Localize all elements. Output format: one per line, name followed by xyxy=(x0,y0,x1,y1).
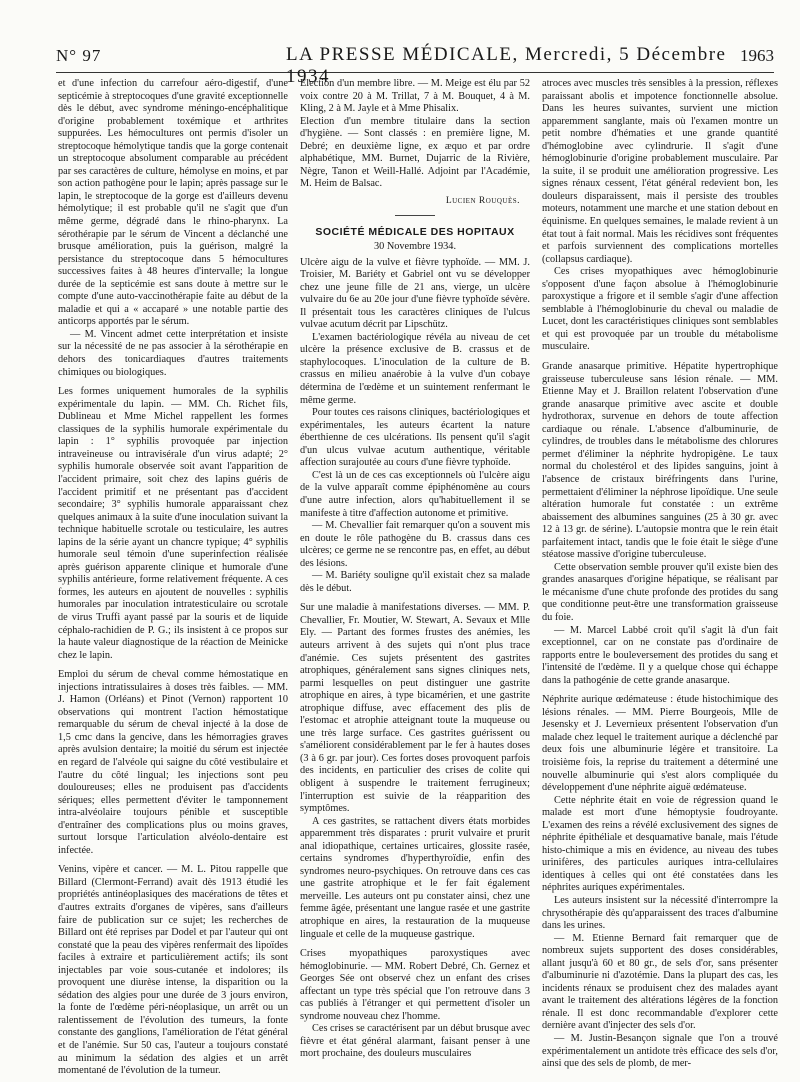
issue-number: N° 97 xyxy=(56,46,102,65)
section-divider xyxy=(395,215,435,216)
paragraph: A ces gastrites, se rattachent divers états morbides apparemment très disparates : prurit vulvaire et prurit anal idiopathique, certaines urticaires, glossite rasée, certains syndromes d'hyperthyroïdie, enfin des syndromes neuro-psychiques. On retrouve dans ces cas une gastrite atrophique et le fer fait également merveille. Les auteurs ont pu constater ainsi, chez une femme âgée, présentant une langue rasée et une gastrite atrophique en aires, la restauration de la muqueuse linguale et celle de la muqueuse gastrique. xyxy=(300,815,530,940)
paragraph: Crises myopathiques paroxystiques avec hémoglobinurie. — MM. Robert Debré, Ch. Gernez et Georges Sée ont observé chez un enfant des crises affectant un type très spécial que l'on retrouve dans 3 cas publiés à l'étranger et qui permettent d'isoler un syndrome nouveau chez l'homme. xyxy=(300,948,530,1022)
column-2 xyxy=(300,78,530,1082)
paragraph: Election d'un membre libre. — M. Meige est élu par 52 voix contre 20 à M. Trillat, 7 à M. Bouquet, 4 à M. Kling, 2 à M. Jayle et à Mme Phisalix. xyxy=(300,78,530,115)
paragraph: Les formes uniquement humorales de la syphilis expérimentale du lapin. — MM. Ch. Richet fils, Dublineau et Mme Michel rappellent les formes classiques de la syphilis humorale expérimentale du lapin : 1° syphilis provoquée par injection intraveineuse ou intravisérale d'un virus adapté; 2° syphilis humorale observée soit avant l'apparition de l'accident primaire, soit chez des lapins guéris de l'accident primitif et ne présentant pas d'accident secondaire; 3° syphilis humorale apparaissant chez quelques animaux à la suite d'une inoculation suivant la technique habituelle scrotale ou testiculaire, les autres lapins de la série ayant un chancre typique; 4° syphilis humorale seul témoin d'une superinfection réalisée après guérison apparente clinique et humorale d'une syphilis antérieure, forme relativement fréquente. A ces formes, les auteurs en ajoutent de nouvelles : syphilis humorales par inoculation intratesticulaire ou scrotale de virus Truffi ayant passé par la souris et de liquide céphalo-rachidien de P. G.; ils insistent à ce propos sur la haute valeur diagnostique de la réaction de Meinicke chez le lapin. xyxy=(58,386,288,661)
paragraph: C'est là un de ces cas exceptionnels où l'ulcère aigu de la vulve apparaît comme épiphénomène au cours d'une autre infection, alors qu'habituellement il se manifeste à titre d'affection autonome et primitive. xyxy=(300,469,530,519)
paragraph: Ces crises myopathiques avec hémoglobinurie s'opposent d'une façon absolue à l'hémoglobinurie paroxystique a frigore et il semble s'agir d'une affection semblable à l'hémoglobinurie du cheval ou maladie de Lucet, dont les caractéristiques cliniques sont semblables et qui est provoquée par un trouble du métabolisme musculaire. xyxy=(542,266,778,353)
paragraph: Cette observation semble prouver qu'il existe bien des grandes anasarques d'origine hépatique, se réalisant par le mécanisme d'une chute profonde des protides du sang que conditionne peut-être une transformation graisseuse du foie. xyxy=(542,561,778,623)
column-1-body xyxy=(58,78,288,1078)
paragraph: — M. Marcel Labbé croit qu'il s'agit là d'un fait exceptionnel, car on ne constate pas d'ordinaire de rapports entre le bouleversement des protides du sang et l'intensité de l'œdème. Il y a quelque chose qui échappe dans la pathogénie de cette grande anasarque. xyxy=(542,624,778,686)
paragraph: — M. Justin-Besançon signale que l'on a trouvé expérimentalement un antidote très efficace des sels d'or, ainsi que des sels de plomb, de mer- xyxy=(542,1033,778,1070)
paragraph: et d'une infection du carrefour aéro-digestif, d'une septicémie à streptocoques d'une gravité exceptionnelle dès le début, avec syndrome méningo-encéphalitique d'origine probablement toxémique et arthrites suppurées. Les hémocultures ont permis d'isoler un streptocoque hémolytique tandis que la gorge contenait un streptocoque absolument comparable au précédent par ses caractères de culture, hémolyse en moins, et par son action pathogène pour le lapin; après passage sur le lapin, le streptocoque de la gorge est d'ailleurs devenu hémolytique; il est probable qu'il ne s'agit que d'un même germe, dégradé dans le rhino-pharynx. La sérothérapie par le sérum de Vincent a déclanché une brusque amélioration, puis la guérison, malgré la persistance du streptocoque dans 5 hémocultures successives faites à 48 heures d'intervalle; la longue durée de la septicémie est sans doute à mettre sur le compte d'une auto-vaccinothérapie faite au début de la maladie et qui a « accaparé » une notable partie des anticorps apportés par le sérum. xyxy=(58,78,288,328)
paragraph: Ces crises se caractérisent par un début brusque avec fièvre et état général alarmant, faisant penser à une mort prochaine, des douleurs musculaires xyxy=(300,1023,530,1060)
paragraph: — M. Vincent admet cette interprétation et insiste sur la nécessité de ne pas associer à la sérothérapie en dehors des tonicardiaques d'autres traitements chimiques ou biologiques. xyxy=(58,328,288,378)
paragraph: Pour toutes ces raisons cliniques, bactériologiques et expérimentales, les auteurs écartent la nature éberthienne de ces ulcérations. Ils pensent qu'il s'agit d'un ulcus vulvae acutum authentique, véritable affection surajoutée au cours d'une fièvre typhoïde. xyxy=(300,407,530,469)
column-3 xyxy=(542,78,778,1082)
paragraph: Ulcère aigu de la vulve et fièvre typhoïde. — MM. J. Troisier, M. Bariéty et Gabriel ont vu se développer chez une jeune fille de 21 ans, vierge, un ulcère vulvaire du 6e au 20e jour d'une fièvre typhoïde sévère. Il présentait tous les caractères cliniques de l'ulcus vulvae acutum décrit par Lipschütz. xyxy=(300,256,530,331)
paragraph: Emploi du sérum de cheval comme hémostatique en injections intratissulaires à doses très faibles. — MM. J. Hamon (Orléans) et Pinot (Vernon) rapportent 10 observations qui montrent l'action hémostatique remarquable du sérum de cheval injecté à la dose de 1,5 cmc dans la gencive, dans les hémorragies graves après avulsion dentaire; la moitié du sérum est injectée en regard de l'alvéole qui saigne du côté vestibulaire et l'autre du côté lingual; les injections sont peu douloureuses; elles ne produisent pas d'accidents sériques; elles permettent d'éviter le tamponnement intra-alvéolaire toujours pénible et susceptible d'entraîner des complications plus ou moins graves, surtout lorsque l'articulation alvéolo-dentaire est infectée. xyxy=(58,669,288,856)
section-title: SOCIÉTÉ MÉDICALE DES HOPITAUX xyxy=(315,226,515,239)
paragraph: Venins, vipère et cancer. — M. L. Pitou rappelle que Billard (Clermont-Ferrand) avait dès 1913 étudié les propriétés antinéoplasiques des macérations de têtes et d'autres extraits d'organes de vipères, sans d'ailleurs faire de publication sur ce sujet; les recherches de Billard ont été reprises par Dodel et par l'auteur qui ont constaté que la peau des vipères renfermait des lipoïdes faciles à extraire et particulièrement actifs; ils sont injectables par voie sous-cutanée et indolores; ils provoquent une diurèse intense, la disparition ou la sédation des algies pour une durée de 3 jours environ, la fonte de l'œdème péri-néoplasique, un arrêt ou un ralentissement de l'évolution des tumeurs, la fonte constante des ganglions, l'amélioration de l'état général et de l'anémie. Sur 50 cas, l'auteur a toujours constaté au minimum la sédation des algies et un arrêt momentané de l'évolution de la tumeur. xyxy=(58,864,288,1077)
column-2-body-top xyxy=(300,78,530,191)
author-signature: Lucien Rouquès. xyxy=(445,195,520,206)
paragraph: Les auteurs insistent sur la nécessité d'interrompre la chrysothérapie dès qu'apparaissent des traces d'albumine dans les urines. xyxy=(542,895,778,932)
paragraph: L'examen bactériologique révéla au niveau de cet ulcère la présence exclusive de B. crassus et de staphylocoques. L'inoculation de la culture de B. crassus en milieu anaérobie à la vulve d'un cobaye détermina de l'œdème et un suintement renfermant le même germe. xyxy=(300,331,530,406)
paragraph: Néphrite aurique œdémateuse : étude histochimique des lésions rénales. — MM. Pierre Bourgeois, Mlle de Jesensky et J. Levernieux présentent l'observation d'un malade chez lequel le traitement aurique a déclenché par deux fois une albuminurie légère et transitoire. La troisième fois, la reprise du traitement a déterminé une nouvelle albuminurie qui s'est alors compliquée du développement d'une néphrite aiguë œdémateuse. xyxy=(542,694,778,794)
paragraph: Grande anasarque primitive. Hépatite hypertrophique graisseuse tuberculeuse sans lésion rénale. — MM. Etienne May et J. Braillon relatent l'observation d'une grande anasarque primitive avec ascite et double hydrothorax, survenue en dehors de toute affection cardiaque ou rénale. L'absence d'albuminurie, de cylindres, de troubles dans le métabolisme des chlorures permet d'éliminer la néphrite hydropigène. Le taux normal du cholestérol et des lipides sanguins, joint à l'absence de cristaux biréfringents dans l'urine, permettaient d'éliminer la néphrose lipoïdique. Une seule altération humorale fut constatée : un extrême abaissement des albumines sanguines (25 à 30 gr. avec 12 à 13 gr. de sérine). L'autopsie montra que le rein était parfaitement intact, tandis que le foie était le siège d'une stéatose massive d'origine tuberculeuse. xyxy=(542,361,778,561)
column-1 xyxy=(58,78,288,1082)
paragraph: Sur une maladie à manifestations diverses. — MM. P. Chevallier, Fr. Moutier, W. Stewart, A. Sevaux et Mlle Ely. — Partant des formes frustes des anémies, les auteurs arrivent à des sujets qui n'ont plus trace d'anémie. Ces sujets présentent des gastrites atrophiques, généralement sans signes cliniques nets, parmi lesquelles on peut distinguer une gastrite atrophique en aires, à type bicamérien, et une gastrite atrophique diffuse, avec effacement des plis de l'estomac et atrophie atteignant toute la muqueuse ou une très large surface. Ces gastrites guérissent ou s'améliorent considérablement par le fer à hautes doses (3 à 6 gr. par jour). Ces fortes doses provoquent parfois des incidents, en particulier des crises de colite qui obligent à suspendre le traitement ferrugineux; l'interruption est suivie de la réapparition des symptômes. xyxy=(300,602,530,815)
paragraph: Election d'un membre titulaire dans la section d'hygiène. — Sont classés : en première ligne, M. Debré; en deuxième ligne, ex æquo et par ordre alphabétique, MM. Burnet, Dujarric de la Rivière, Nègre, Tanon et Weill-Hallé. Adjoint par l'Académie, M. Heim de Balsac. xyxy=(300,115,530,190)
paragraph: — M. Etienne Bernard fait remarquer que de nombreux sujets supportent des doses considérables, allant jusqu'à 60 et 80 gr., de sels d'or, sans présenter d'albuminurie ni d'azotémie. Dans la plupart des cas, les incidents rénaux se produisent chez des malades ayant avant le traitement des altérations légères de la fonction rénale. Il est donc recommandable d'explorer cette dernière avant d'injecter des sels d'or. xyxy=(542,932,778,1032)
paragraph: atroces avec muscles très sensibles à la pression, réflexes paraissant abolis et impotence fonctionnelle absolue. Dans les heures suivantes, survient une miction apparemment sanglante, mais où l'examen montre un petit nombre d'hématies et une grande quantité d'hémoglobine avec cylindrurie. Il s'agit d'une hémoglobinurie d'origine probablement musculaire. Par la suite, il se produit une amélioration progressive. Les signes rénaux cessent, l'état général redevient bon, les douleurs disparaissent, mais il persiste des troubles moteurs, notamment une marche et une station debout en équinisme. En quelques semaines, le malade revient à un état tout à fait normal. Mais les récidives sont fréquentes et parfois surviennent des complications mortelles (collapsus cardiaque). xyxy=(542,78,778,265)
page-header xyxy=(56,42,774,87)
column-3-body xyxy=(542,78,778,1071)
journal-title: LA PRESSE MÉDICALE, Mercredi, 5 Décembre 1934 xyxy=(286,44,727,87)
paragraph: — M. Bariéty souligne qu'il existait chez sa malade dès le début. xyxy=(300,570,530,594)
paragraph: Cette néphrite était en voie de régression quand le malade est mort d'une hémoptysie foudroyante. L'examen des reins a révélé exclusivement des signes de néphrite épithéliale et desquamative banale, mais l'étude histo-chimique a mis en évidence, au niveau des tubes urinifères, des particules auriques intra-cellulaires identiques à celles qui ont été constatées dans les néphrites auriques expérimentales. xyxy=(542,794,778,894)
column-2-body-bottom xyxy=(300,257,530,1061)
section-date: 30 Novembre 1934. xyxy=(373,241,457,253)
page-number: 1963 xyxy=(740,46,774,65)
paragraph: — M. Chevallier fait remarquer qu'on a souvent mis en doute le rôle pathogène du B. crassus dans ces ulcères; ce germe ne se rencontre pas, en effet, au début des lésions. xyxy=(300,520,530,569)
